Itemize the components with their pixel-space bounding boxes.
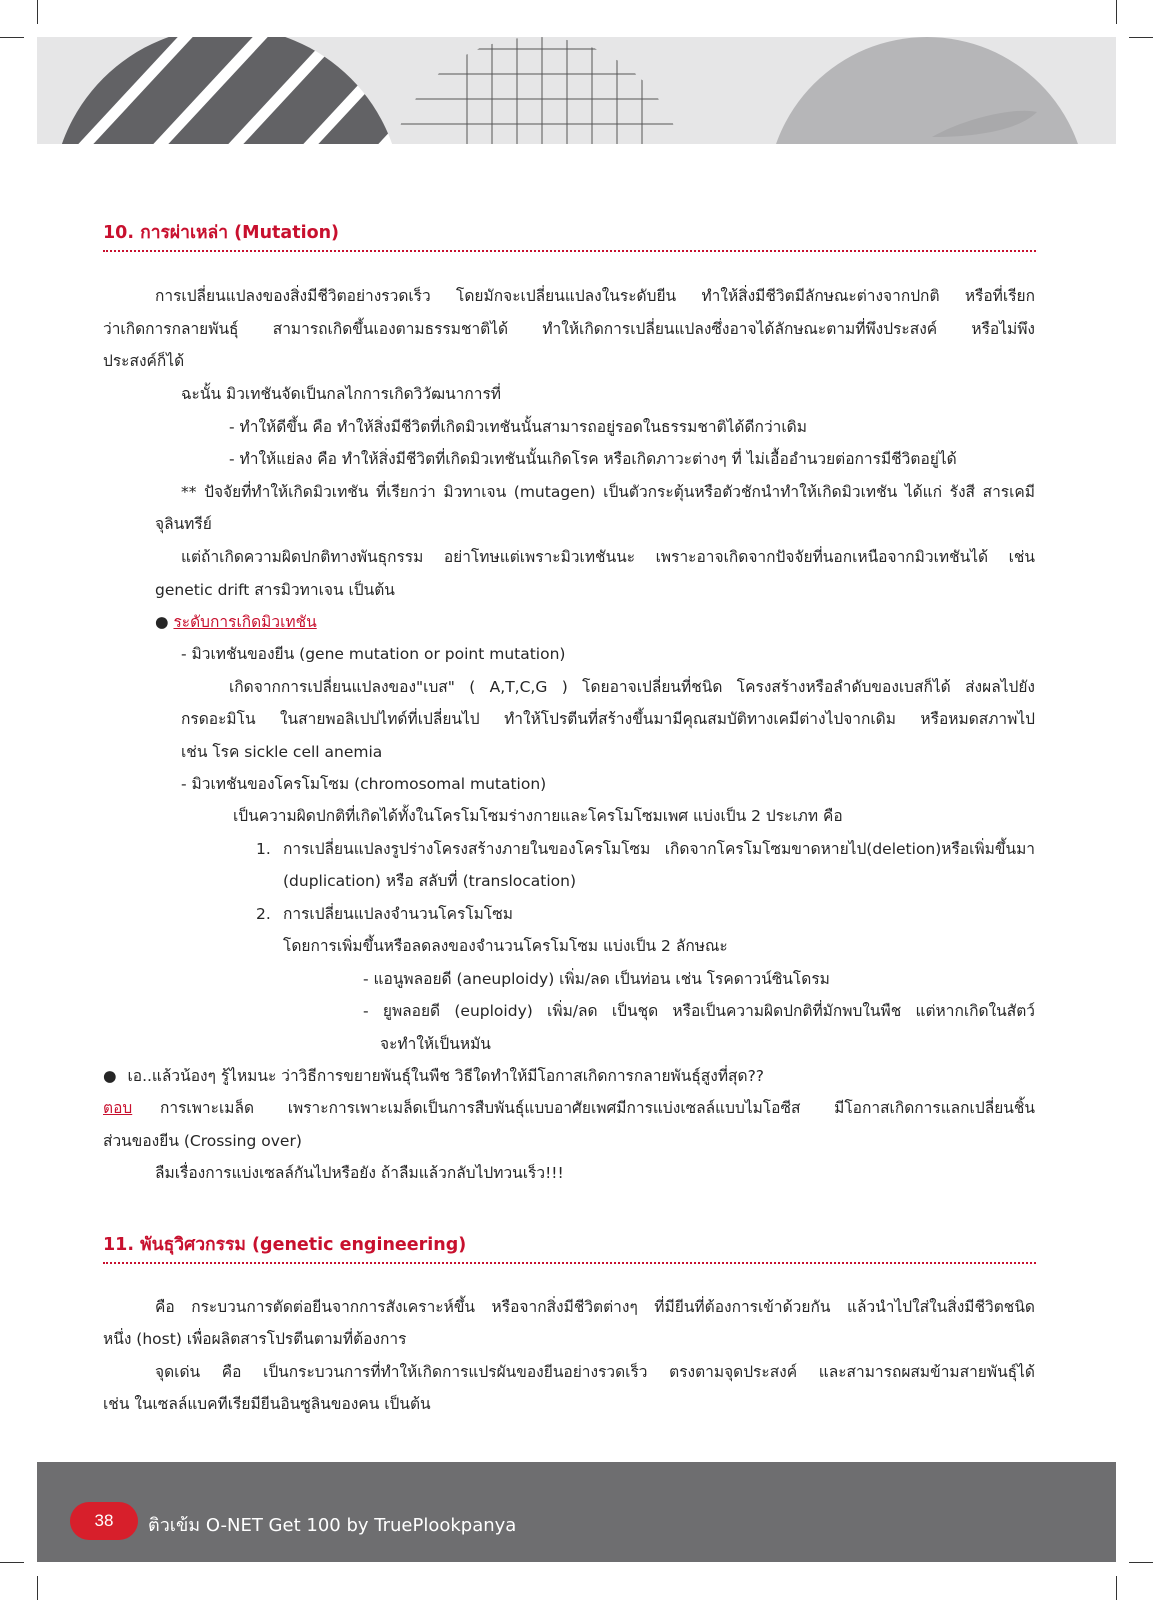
paragraph-line: จุดเด่น คือ เป็นกระบวนการที่ทำให้เกิดการแปรผันของยีนอย่างรวดเร็ว ตรงตามจุดประสงค์ และสามารถผสมข้ามสายพันธุ์ได้ — [155, 1363, 1035, 1381]
crop-mark — [37, 0, 38, 24]
item-number: 2. — [256, 905, 271, 923]
paragraph-line: เป็นความผิดปกติที่เกิดได้ทั้งในโครโมโซมร่างกายและโครโมโซมเพศ แบ่งเป็น 2 ประเภท คือ — [233, 807, 843, 825]
list-item: - มิวเทชันของโครโมโซม (chromosomal mutation) — [181, 775, 547, 793]
crop-mark — [1129, 37, 1153, 38]
section-11-heading: 11. พันธุวิศวกรรม (genetic engineering) — [103, 1235, 467, 1255]
paragraph-line: แต่ถ้าเกิดความผิดปกติทางพันธุกรรม อย่าโทษแต่เพราะมิวเทชันนะ เพราะอาจเกิดจากปัจจัยที่นอกเหนือจากมิวเทชันได้ เช่น — [181, 548, 1035, 566]
crop-mark — [1116, 1576, 1117, 1600]
bullet-icon: ● — [155, 613, 169, 631]
grid-pattern — [387, 37, 717, 144]
reminder-line: ลืมเรื่องการแบ่งเซลล์กันไปหรือยัง ถ้าลืมแล้วกลับไปทวนเร็ว!!! — [155, 1164, 564, 1182]
paragraph-line: เกิดจากการเปลี่ยนแปลงของ"เบส" ( A,T,C,G ) โดยอาจเปลี่ยนที่ชนิด โครงสร้างหรือลำดับของเบสก็ได้ ส่งผลไปยัง — [229, 678, 1035, 696]
list-item: - ทำให้ดีขึ้น คือ ทำให้สิ่งมีชีวิตที่เกิดมิวเทชันนั้นสามารถอยู่รอดในธรรมชาติได้ดีกว่าเดิม — [229, 418, 807, 436]
numbered-item: โดยการเพิ่มขึ้นหรือลดลงของจำนวนโครโมโซม แบ่งเป็น 2 ลักษณะ — [283, 937, 728, 955]
paragraph-line: ประสงค์ก็ได้ — [103, 352, 185, 370]
section-10-heading: 10. การผ่าเหล่า (Mutation) — [103, 223, 340, 243]
heading-divider — [103, 1262, 1036, 1264]
grey-circle — [767, 37, 1087, 144]
list-item: - ทำให้แย่ลง คือ ทำให้สิ่งมีชีวิตที่เกิดมิวเทชันนั้นเกิดโรค หรือเกิดภาวะต่างๆ ที่ ไม่เอื้ออำนวยต่อการมีชีวิตอยู่ได้ — [229, 450, 957, 468]
paragraph-line: คือ กระบวนการตัดต่อยีนจากการสังเคราะห์ขึ้น หรือจากสิ่งมีชีวิตต่างๆ ที่มียีนที่ต้องการเข้าด้วยกัน แล้วนำไปใส่ในสิ่งมีชีวิตชนิด — [155, 1298, 1035, 1316]
footer-title: ติวเข้ม O-NET Get 100 by TruePlookpanya — [148, 1515, 517, 1536]
note-line: จุลินทรีย์ — [155, 515, 212, 533]
paragraph-line: หนึ่ง (host) เพื่อผลิตสารโปรตีนตามที่ต้องการ — [103, 1330, 407, 1348]
question-text: เอ..แล้วน้องๆ รู้ไหมนะ ว่าวิธีการขยายพันธุ์ในพืช วิธีใดทำให้มีโอกาสเกิดการกลายพันธุ์สูงที่สุด?? — [127, 1067, 765, 1085]
crop-mark — [1129, 1562, 1153, 1563]
crop-mark — [0, 1562, 24, 1563]
question-line — [103, 1066, 764, 1086]
paragraph-line: genetic drift สารมิวทาเจน เป็นต้น — [155, 581, 395, 599]
numbered-item: การเปลี่ยนแปลงรูปร่างโครงสร้างภายในของโครโมโซม เกิดจากโครโมโซมขาดหายไป(deletion)หรือเพิ่มขึ้นมา — [283, 840, 1035, 858]
answer-label-text: ตอบ — [103, 1099, 133, 1117]
paragraph-line: ฉะนั้น มิวเทชันจัดเป็นกลไกการเกิดวิวัฒนาการที่ — [181, 385, 501, 403]
answer-label — [103, 1098, 132, 1118]
answer-line: ส่วนของยีน (Crossing over) — [103, 1132, 302, 1150]
heading-divider — [103, 250, 1036, 252]
sub-item: - ยูพลอยดี (euploidy) เพิ่ม/ลด เป็นชุด หรือเป็นความผิดปกติที่มักพบในพืช แต่หากเกิดในสัตว์ — [363, 1002, 1035, 1020]
header-decoration — [37, 37, 1116, 144]
paragraph-line: ว่าเกิดการกลายพันธุ์ สามารถเกิดขึ้นเองตามธรรมชาติได้ ทำให้เกิดการเปลี่ยนแปลงซึ่งอาจได้ลักษณะตามที่พึงประสงค์ หรือไม่พึง — [103, 320, 1035, 338]
page-number: 38 — [70, 1502, 138, 1540]
crop-mark — [37, 1576, 38, 1600]
paragraph-line: กรดอะมิโน ในสายพอลิเปปไทด์ที่เปลี่ยนไป ทำให้โปรตีนที่สร้างขึ้นมามีคุณสมบัติทางเคมีต่างไปจากเดิม หรือหมดสภาพไป — [181, 710, 1035, 728]
levels-title: ระดับการเกิดมิวเทชัน — [173, 613, 317, 631]
item-number: 1. — [256, 840, 271, 858]
subsection-title — [155, 612, 317, 632]
numbered-item: การเปลี่ยนแปลงจำนวนโครโมโซม — [283, 905, 513, 923]
striped-circle — [37, 37, 487, 144]
sub-item: - แอนูพลอยดี (aneuploidy) เพิ่ม/ลด เป็นท่อน เช่น โรคดาวน์ซินโดรม — [363, 970, 830, 988]
crop-mark — [0, 37, 24, 38]
header-banner — [37, 37, 1116, 144]
note-line: ** ปัจจัยที่ทำให้เกิดมิวเทชัน ที่เรียกว่า มิวทาเจน (mutagen) เป็นตัวกระตุ้นหรือตัวชักนำทำให้เกิดมิวเทชัน ได้แก่ รังสี สารเคมี — [181, 483, 1035, 501]
numbered-item: (duplication) หรือ สลับที่ (translocation) — [283, 872, 577, 890]
paragraph-line: การเปลี่ยนแปลงของสิ่งมีชีวิตอย่างรวดเร็ว โดยมักจะเปลี่ยนแปลงในระดับยีน ทำให้สิ่งมีชีวิตมีลักษณะต่างจากปกติ หรือที่เรียก — [155, 287, 1035, 305]
paragraph-line: เช่น ในเซลล์แบคทีเรียมียีนอินซูลินของคน เป็นต้น — [103, 1395, 431, 1413]
list-item: - มิวเทชันของยีน (gene mutation or point mutation) — [181, 645, 566, 663]
paragraph-line: เช่น โรค sickle cell anemia — [181, 743, 383, 761]
crop-mark — [1116, 0, 1117, 24]
answer-line: การเพาะเมล็ด เพราะการเพาะเมล็ดเป็นการสืบพันธุ์แบบอาศัยเพศมีการแบ่งเซลล์แบบไมโอซีส มีโอกาสเกิดการแลกเปลี่ยนชิ้น — [160, 1099, 1035, 1117]
sub-item: จะทำให้เป็นหมัน — [380, 1035, 491, 1053]
bullet-icon: ● — [103, 1067, 117, 1085]
